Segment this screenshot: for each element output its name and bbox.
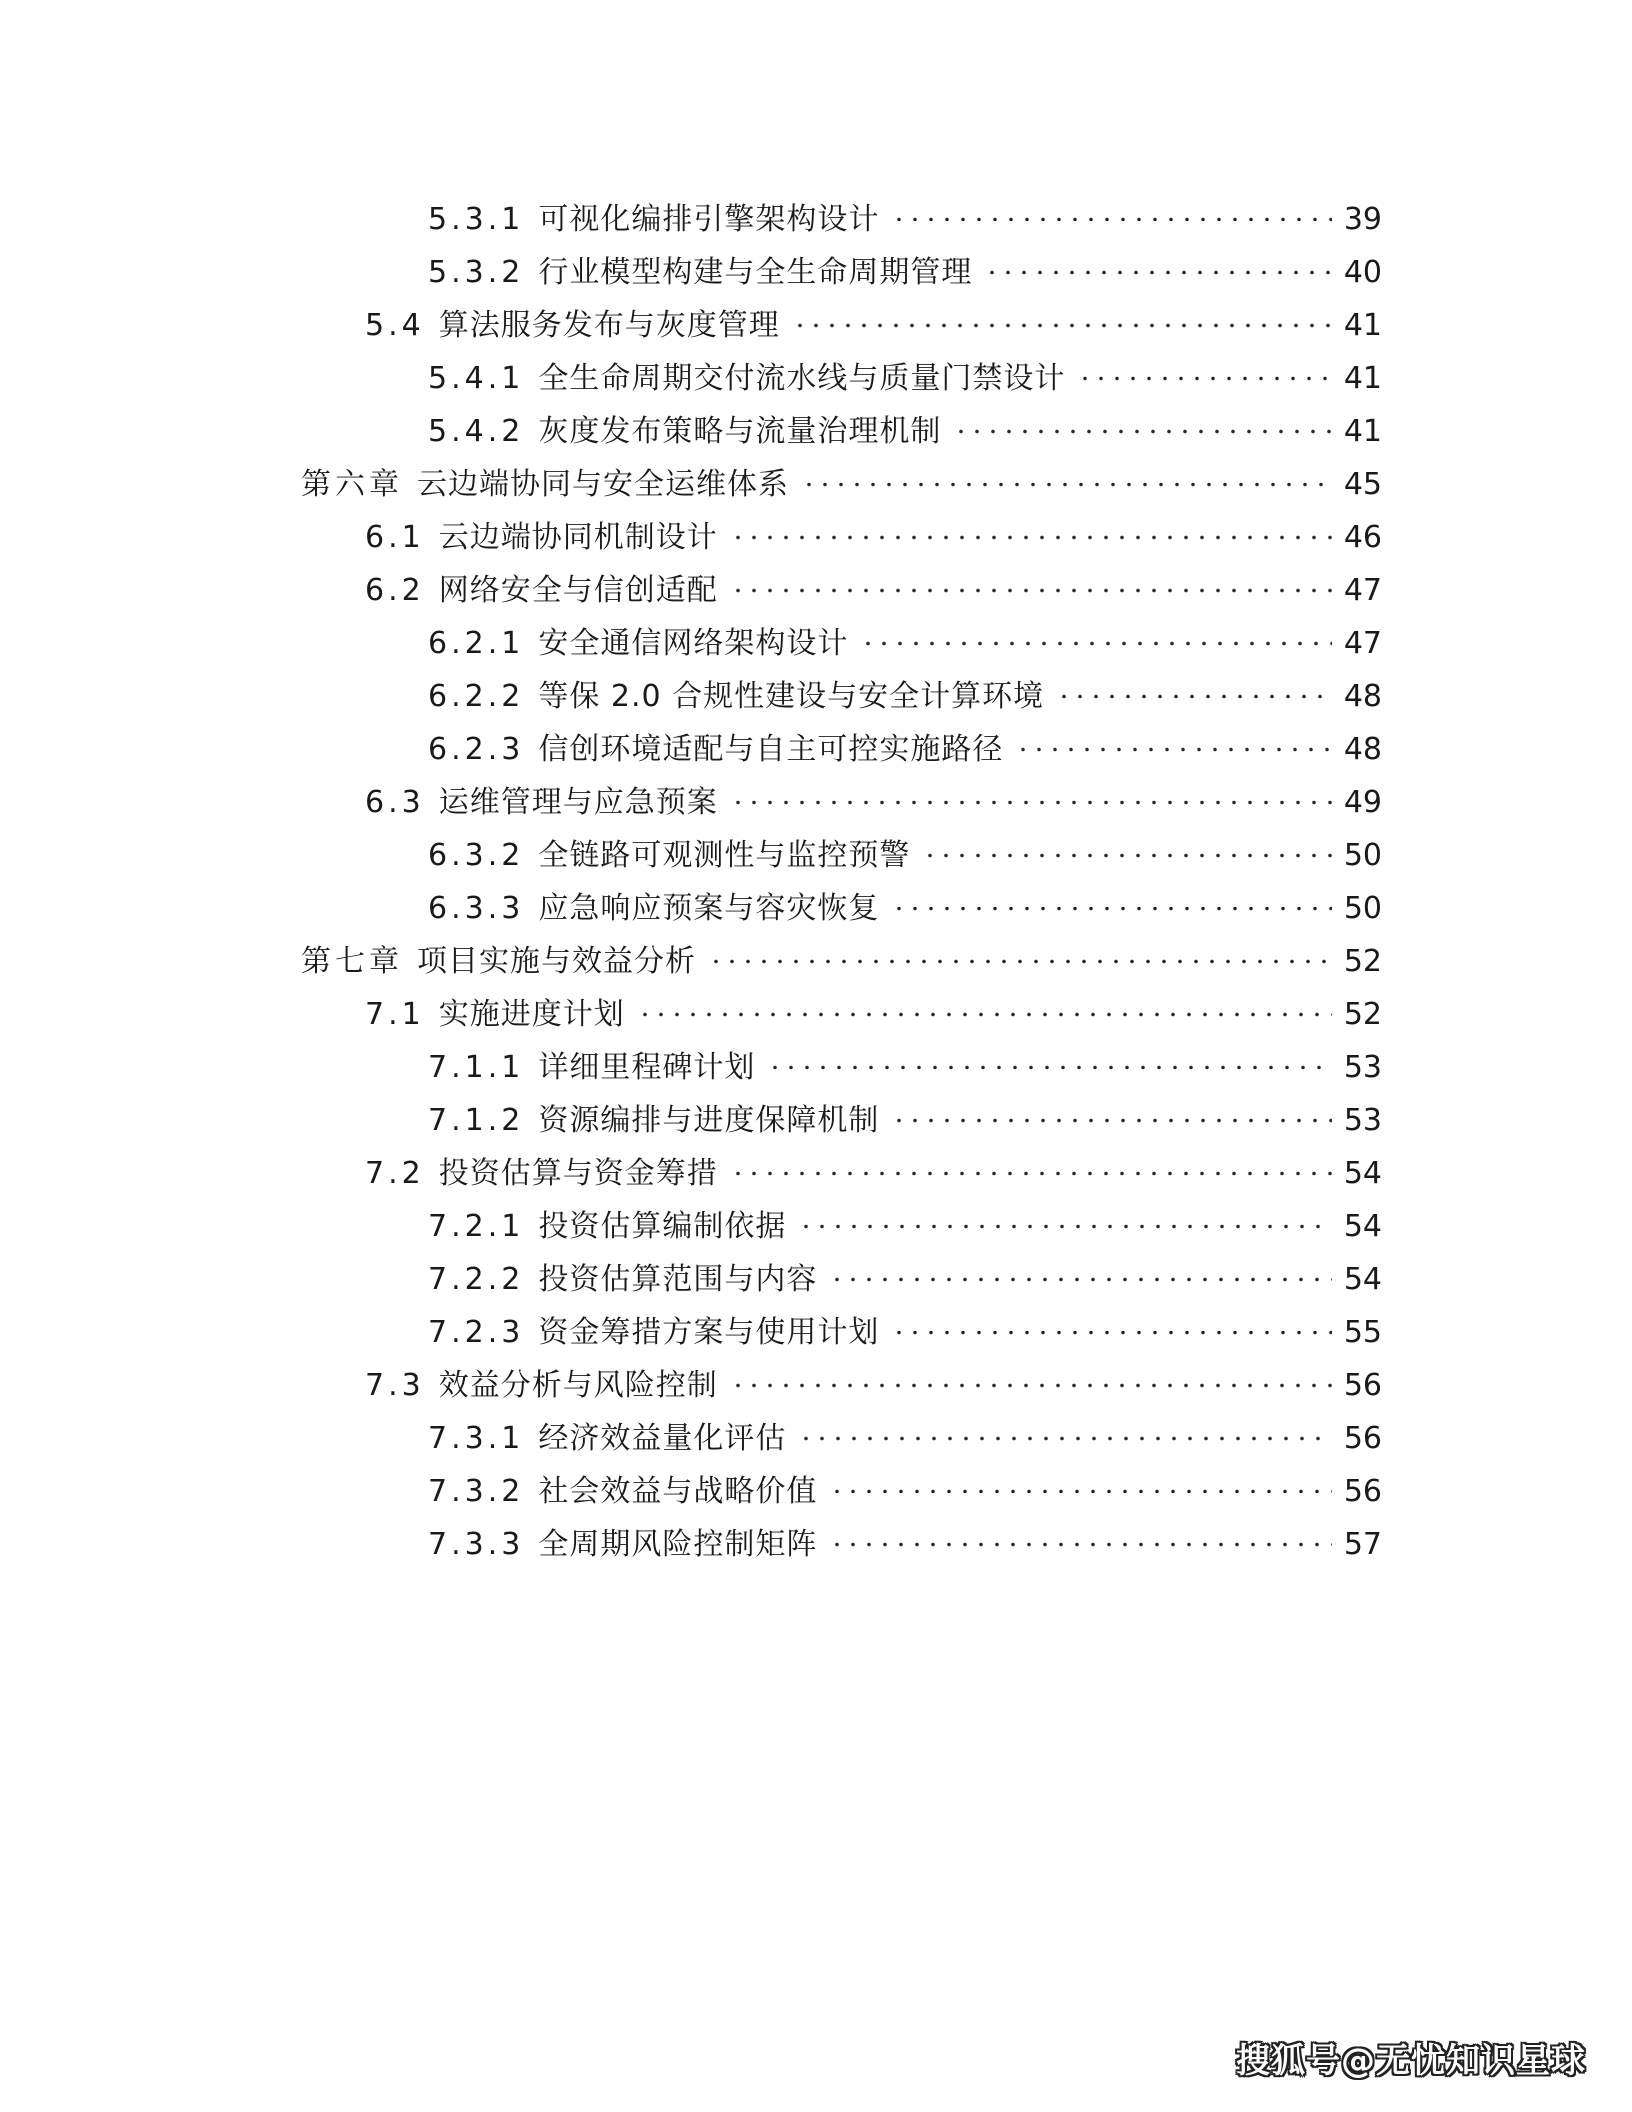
toc-entry-page: 47 xyxy=(1343,626,1382,661)
toc-entry-title: 网络安全与信创适配 xyxy=(438,573,718,608)
toc-entry-title: 投资估算编制依据 xyxy=(538,1209,787,1244)
toc-entry-title: 运维管理与应急预案 xyxy=(438,785,718,820)
toc-entry-number: 6.3.3 xyxy=(428,891,525,926)
dot-leader xyxy=(1077,352,1332,405)
toc-entry-page: 53 xyxy=(1343,1103,1382,1138)
toc-entry-title: 投资估算与资金筹措 xyxy=(438,1156,718,1191)
toc-entry-page: 45 xyxy=(1343,467,1382,502)
toc-entry-number: 6.2.1 xyxy=(428,626,525,661)
dot-leader xyxy=(891,882,1332,935)
toc-entry-title: 项目实施与效益分析 xyxy=(417,944,696,979)
dot-leader xyxy=(829,1465,1332,1518)
toc-entry-title: 资金筹措方案与使用计划 xyxy=(538,1315,880,1350)
toc-entry-number: 5.3.1 xyxy=(428,202,525,237)
toc-entry-title: 等保 2.0 合规性建设与安全计算环境 xyxy=(538,679,1045,714)
toc-entry-number: 7.3 xyxy=(365,1368,425,1403)
toc-entry[interactable] xyxy=(0,1518,1382,1571)
toc-entry-page: 52 xyxy=(1343,944,1382,979)
dot-leader xyxy=(730,564,1332,617)
toc-entry[interactable] xyxy=(0,193,1382,246)
toc-entry[interactable] xyxy=(0,1306,1382,1359)
toc-entry-page: 41 xyxy=(1343,361,1382,396)
toc-entry-number: 7.1.2 xyxy=(428,1103,525,1138)
toc-entry-title: 灰度发布策略与流量治理机制 xyxy=(538,414,942,449)
toc-entry[interactable] xyxy=(0,1147,1382,1200)
toc-entry-number: 第六章 xyxy=(301,467,403,502)
toc-entry-number: 5.4.2 xyxy=(428,414,525,449)
dot-leader xyxy=(798,1200,1332,1253)
dot-leader xyxy=(860,617,1332,670)
dot-leader xyxy=(801,458,1332,511)
toc-entry-page: 53 xyxy=(1343,1050,1382,1085)
toc-entry-title: 应急响应预案与容灾恢复 xyxy=(538,891,880,926)
watermark: 搜狐号@无忧知识星球 xyxy=(1236,2041,1586,2081)
toc-entry-page: 49 xyxy=(1343,785,1382,820)
toc-entry-page: 48 xyxy=(1343,679,1382,714)
toc-entry-title: 经济效益量化评估 xyxy=(538,1421,787,1456)
toc-entry-number: 7.2.3 xyxy=(428,1315,525,1350)
dot-leader xyxy=(730,511,1332,564)
toc-entry-page: 50 xyxy=(1343,891,1382,926)
toc-entry[interactable] xyxy=(0,564,1382,617)
toc-entry-page: 56 xyxy=(1343,1368,1382,1403)
dot-leader xyxy=(829,1253,1332,1306)
toc-entry-page: 48 xyxy=(1343,732,1382,767)
toc-entry-number: 7.2.1 xyxy=(428,1209,525,1244)
toc-entry-title: 云边端协同机制设计 xyxy=(438,520,718,555)
dot-leader xyxy=(1056,670,1332,723)
toc-entry-title: 可视化编排引擎架构设计 xyxy=(538,202,880,237)
dot-leader xyxy=(891,193,1332,246)
toc-entry[interactable] xyxy=(0,670,1382,723)
toc-entry-page: 52 xyxy=(1343,997,1382,1032)
toc-entry[interactable] xyxy=(0,299,1382,352)
toc-entry[interactable] xyxy=(0,1253,1382,1306)
toc-entry-title: 详细里程碑计划 xyxy=(538,1050,756,1085)
toc-entry-number: 7.3.2 xyxy=(428,1474,525,1509)
toc-entry-title: 全生命周期交付流水线与质量门禁设计 xyxy=(538,361,1066,396)
dot-leader xyxy=(891,1094,1332,1147)
dot-leader xyxy=(730,1147,1332,1200)
dot-leader xyxy=(953,405,1332,458)
toc-entry-number: 第七章 xyxy=(301,944,403,979)
dot-leader xyxy=(792,299,1332,352)
toc-entry-title: 效益分析与风险控制 xyxy=(438,1368,718,1403)
toc-entry[interactable] xyxy=(0,458,1382,511)
toc-entry-title: 全链路可观测性与监控预警 xyxy=(538,838,911,873)
table-of-contents xyxy=(0,193,1632,1571)
toc-entry[interactable] xyxy=(0,776,1382,829)
toc-entry[interactable] xyxy=(0,1200,1382,1253)
toc-entry-number: 5.4.1 xyxy=(428,361,525,396)
toc-entry[interactable] xyxy=(0,882,1382,935)
toc-entry-page: 47 xyxy=(1343,573,1382,608)
toc-entry-number: 6.2 xyxy=(365,573,425,608)
toc-entry[interactable] xyxy=(0,1359,1382,1412)
toc-entry-title: 算法服务发布与灰度管理 xyxy=(438,308,780,343)
toc-entry[interactable] xyxy=(0,405,1382,458)
toc-entry[interactable] xyxy=(0,352,1382,405)
toc-entry-number: 7.3.1 xyxy=(428,1421,525,1456)
toc-entry-title: 行业模型构建与全生命周期管理 xyxy=(538,255,973,290)
toc-entry[interactable] xyxy=(0,246,1382,299)
toc-entry-title: 投资估算范围与内容 xyxy=(538,1262,818,1297)
toc-entry-title: 信创环境适配与自主可控实施路径 xyxy=(538,732,1004,767)
dot-leader xyxy=(730,776,1332,829)
toc-entry-title: 全周期风险控制矩阵 xyxy=(538,1527,818,1562)
toc-entry-number: 5.4 xyxy=(365,308,425,343)
toc-entry-title: 资源编排与进度保障机制 xyxy=(538,1103,880,1138)
toc-entry-page: 41 xyxy=(1343,308,1382,343)
toc-entry-title: 实施进度计划 xyxy=(438,997,625,1032)
toc-entry-page: 46 xyxy=(1343,520,1382,555)
toc-entry-page: 54 xyxy=(1343,1262,1382,1297)
toc-entry[interactable] xyxy=(0,617,1382,670)
toc-entry-number: 6.2.2 xyxy=(428,679,525,714)
toc-entry-page: 56 xyxy=(1343,1474,1382,1509)
toc-entry[interactable] xyxy=(0,723,1382,776)
dot-leader xyxy=(829,1518,1332,1571)
dot-leader xyxy=(730,1359,1332,1412)
toc-entry-title: 云边端协同与安全运维体系 xyxy=(417,467,789,502)
toc-entry-page: 50 xyxy=(1343,838,1382,873)
toc-entry[interactable] xyxy=(0,511,1382,564)
dot-leader xyxy=(708,935,1332,988)
toc-entry-page: 41 xyxy=(1343,414,1382,449)
toc-entry-number: 7.1.1 xyxy=(428,1050,525,1085)
toc-entry-number: 6.2.3 xyxy=(428,732,525,767)
toc-entry[interactable] xyxy=(0,1041,1382,1094)
dot-leader xyxy=(1015,723,1332,776)
toc-entry-page: 55 xyxy=(1343,1315,1382,1350)
toc-entry-page: 40 xyxy=(1343,255,1382,290)
toc-entry-number: 6.1 xyxy=(365,520,425,555)
dot-leader xyxy=(767,1041,1332,1094)
dot-leader xyxy=(637,988,1332,1041)
toc-entry-page: 56 xyxy=(1343,1421,1382,1456)
toc-entry-number: 5.3.2 xyxy=(428,255,525,290)
toc-entry-title: 安全通信网络架构设计 xyxy=(538,626,849,661)
toc-entry-number: 6.3 xyxy=(365,785,425,820)
toc-entry[interactable] xyxy=(0,988,1382,1041)
toc-entry-number: 7.1 xyxy=(365,997,425,1032)
toc-entry[interactable] xyxy=(0,1465,1382,1518)
toc-entry[interactable] xyxy=(0,1094,1382,1147)
toc-entry-number: 7.3.3 xyxy=(428,1527,525,1562)
toc-entry-page: 54 xyxy=(1343,1156,1382,1191)
toc-entry[interactable] xyxy=(0,829,1382,882)
dot-leader xyxy=(922,829,1332,882)
toc-entry[interactable] xyxy=(0,1412,1382,1465)
toc-entry-page: 54 xyxy=(1343,1209,1382,1244)
dot-leader xyxy=(798,1412,1332,1465)
dot-leader xyxy=(984,246,1332,299)
toc-entry-title: 社会效益与战略价值 xyxy=(538,1474,818,1509)
toc-entry-number: 7.2 xyxy=(365,1156,425,1191)
toc-entry-number: 6.3.2 xyxy=(428,838,525,873)
toc-entry[interactable] xyxy=(0,935,1382,988)
toc-entry-number: 7.2.2 xyxy=(428,1262,525,1297)
dot-leader xyxy=(891,1306,1332,1359)
toc-entry-page: 39 xyxy=(1343,202,1382,237)
toc-entry-page: 57 xyxy=(1343,1527,1382,1562)
